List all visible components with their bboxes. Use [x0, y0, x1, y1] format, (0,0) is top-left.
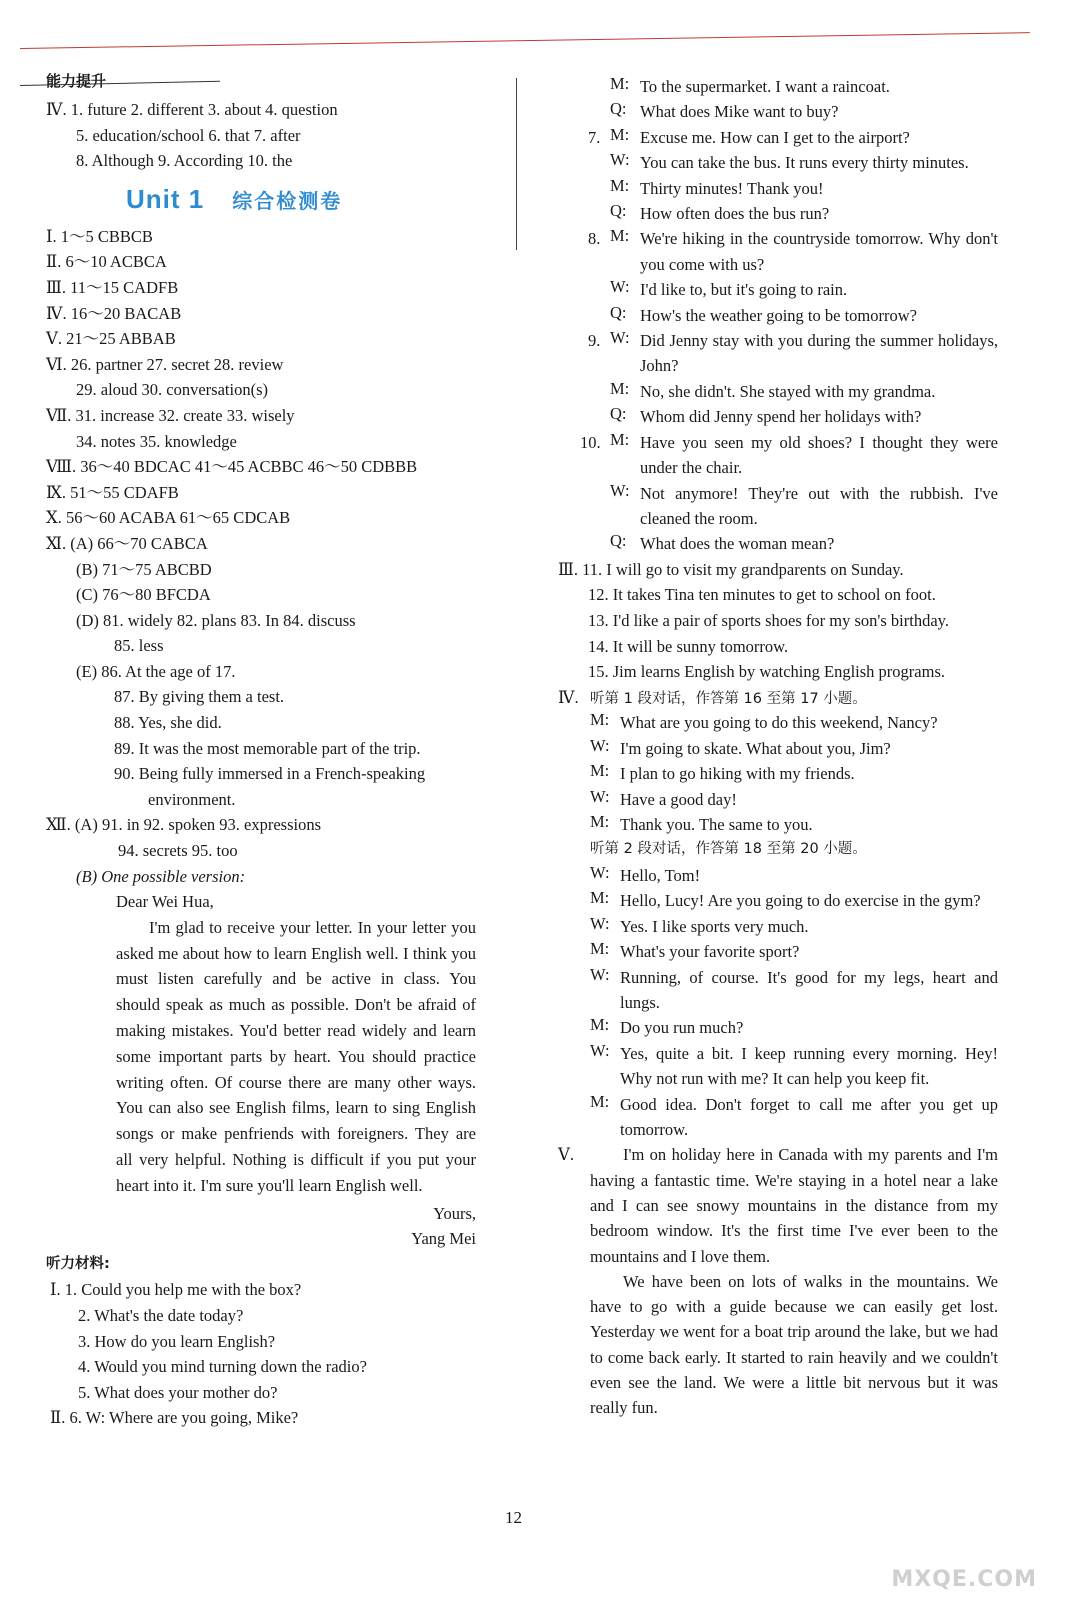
speaker: W: — [610, 328, 630, 348]
listening-line: Ⅱ. 6. W: Where are you going, Mike? — [50, 1408, 299, 1428]
speaker: M: — [610, 226, 630, 246]
page-number: 12 — [505, 1508, 522, 1527]
speaker: Q: — [610, 201, 627, 221]
dialog-block — [558, 430, 998, 557]
speaker: Q: — [610, 302, 627, 322]
utterance: To the supermarket. I want a raincoat. — [640, 77, 890, 96]
speaker: W: — [590, 964, 610, 984]
speaker: Q: — [610, 99, 627, 119]
listening-line: 2. What's the date today? — [78, 1305, 244, 1325]
answer-line: 88. Yes, she did. — [114, 713, 222, 733]
speaker: M: — [590, 811, 610, 831]
dialog-line — [610, 201, 998, 226]
dialog-line — [610, 481, 998, 532]
part-instruction: 听第 2 段对话，作答第 18 至第 20 小题。 — [590, 841, 867, 858]
utterance: You can take the bus. It runs every thirty minutes. — [640, 153, 969, 173]
utterance: Thirty minutes! Thank you! — [640, 178, 824, 198]
answer-line: (B) One possible version: — [76, 866, 246, 886]
dialog-line — [610, 99, 998, 124]
dialog-line — [610, 277, 998, 302]
speaker: M: — [610, 175, 630, 195]
essay-closing: Yours, — [433, 1203, 476, 1223]
listening-line: 15. Jim learns English by watching English programs. — [588, 662, 945, 682]
dialog-line — [610, 74, 998, 99]
dialog-line — [590, 1041, 998, 1092]
unit-title: Unit 1 — [126, 183, 205, 214]
question-number: 7. — [588, 127, 601, 147]
listening-line: 3. How do you learn English? — [78, 1331, 276, 1351]
listening-line: 13. I'd like a pair of sports shoes for my son's birthday. — [588, 610, 949, 630]
answer-line: Ⅳ. 16～20 BACAB — [46, 303, 182, 323]
utterance: I plan to go hiking with my friends. — [620, 764, 855, 784]
utterance: How often does the bus run? — [640, 204, 830, 224]
utterance: Excuse me. How can I get to the airport? — [640, 127, 910, 147]
speaker: W: — [590, 1040, 610, 1060]
speaker: M: — [610, 378, 630, 398]
utterance: We're hiking in the countryside tomorrow. Why don't you come with us? — [640, 229, 998, 274]
passage-paragraph: I'm on holiday here in Canada with my parents and I'm having a fantastic time. We're staying in a hotel near a lake and I can see snowy mountains in the distance from my bedroom window. It's the first time I've ever been to the mountains and I love them. — [590, 1145, 998, 1266]
listening-title: 听力材料: — [46, 1255, 110, 1272]
essay-signature: Yang Mei — [411, 1229, 476, 1249]
speaker: M: — [610, 74, 630, 93]
essay-greeting: Dear Wei Hua, — [116, 892, 214, 912]
dialog-line — [590, 1092, 998, 1143]
part-number: Ⅴ. — [558, 1145, 575, 1165]
dialog-line — [610, 404, 998, 429]
dialog-block — [558, 74, 998, 125]
dialog-line — [590, 787, 998, 812]
answer-line: environment. — [148, 789, 236, 809]
dialog-line — [610, 176, 998, 201]
essay-body: I'm glad to receive your letter. In your letter you asked me about how to learn English well. I think you must listen carefully and be active in class. You should speak as much as possible. Don't be afraid of making mistakes. You'd better read widely and learn some important parts by heart. You should practice writing often. Of course there are many other ways. You can also see English films, learn to sing English songs or make penfriends with foreigners. They are all very helpful. Nothing is difficult if you put your heart into it. I'm sure you'll learn English well. — [116, 917, 476, 1195]
answer-line: Ⅲ. 11～15 CADFB — [46, 277, 179, 297]
answer-line: Ⅸ. 51～55 CDAFB — [46, 482, 179, 502]
utterance: Yes, quite a bit. I keep running every morning. Hey! Why not run with me? It can help you keep fit. — [620, 1043, 998, 1089]
utterance: What's your favorite sport? — [620, 942, 800, 962]
dialog-line — [590, 1015, 998, 1040]
answer-line: (D) 81. widely 82. plans 83. In 84. discuss — [76, 610, 356, 630]
utterance: Did Jenny stay with you during the summer holidays, John? — [640, 331, 998, 376]
dialog-line — [610, 328, 998, 379]
answer-line: Ⅺ. (A) 66～70 CABCA — [46, 533, 208, 553]
speaker: W: — [610, 480, 630, 500]
listening-line: 4. Would you mind turning down the radio? — [78, 1357, 367, 1377]
speaker: Q: — [610, 531, 627, 551]
answer-line: 87. By giving them a test. — [114, 687, 285, 707]
part-instruction: 听第 1 段对话，作答第 16 至第 17 小题。 — [590, 690, 867, 707]
top-rule — [20, 32, 1030, 49]
utterance: What does the woman mean? — [640, 534, 835, 554]
listening-line: Ⅲ. 11. I will go to visit my grandparents on Sunday. — [558, 559, 904, 579]
speaker: M: — [590, 888, 610, 908]
dialog-line — [610, 531, 998, 556]
watermark-logo: MXQE.COM — [891, 1567, 1037, 1592]
speaker: W: — [590, 913, 610, 933]
answer-line: 94. secrets 95. too — [118, 841, 238, 861]
utterance: Running, of course. It's good for my legs, heart and lungs. — [620, 967, 998, 1012]
speaker: W: — [610, 150, 630, 170]
dialog-line — [590, 914, 998, 939]
answer-line: (C) 76～80 BFCDA — [76, 585, 211, 605]
answer-line: 89. It was the most memorable part of the trip. — [114, 738, 421, 758]
utterance: I'm going to skate. What about you, Jim? — [620, 738, 891, 758]
dialog-line — [590, 736, 998, 761]
dialog-line — [610, 125, 998, 150]
answer-line: 29. aloud 30. conversation(s) — [76, 380, 268, 400]
part-number: Ⅳ. — [558, 687, 579, 707]
utterance: I'd like to, but it's going to rain. — [640, 280, 848, 300]
question-number: 9. — [588, 331, 601, 351]
utterance: Hello, Tom! — [620, 865, 701, 885]
dialog-line — [610, 150, 998, 175]
answer-line: Ⅵ. 26. partner 27. secret 28. review — [46, 354, 284, 374]
utterance: Whom did Jenny spend her holidays with? — [640, 407, 922, 427]
speaker: M: — [590, 1091, 610, 1111]
utterance: What does Mike want to buy? — [640, 102, 839, 122]
speaker: W: — [590, 786, 610, 806]
listening-line: Ⅰ. 1. Could you help me with the box? — [50, 1280, 302, 1300]
unit-subtitle: 综合检测卷 — [232, 188, 343, 213]
utterance: Do you run much? — [620, 1018, 744, 1038]
utterance: Good idea. Don't forget to call me after you get up tomorrow. — [620, 1094, 998, 1139]
dialog-line — [590, 710, 998, 735]
column-divider — [516, 78, 517, 250]
dialog-block — [558, 710, 998, 1142]
answer-line: 8. Although 9. According 10. the — [76, 151, 293, 171]
speaker: M: — [590, 1015, 610, 1035]
dialog-line — [610, 226, 998, 277]
utterance: Hello, Lucy! Are you going to do exercise in the gym? — [620, 891, 981, 911]
section-label: 能力提升 — [46, 72, 107, 90]
utterance: How's the weather going to be tomorrow? — [640, 305, 917, 325]
answer-line: 5. education/school 6. that 7. after — [76, 125, 301, 145]
dialog-line — [590, 863, 998, 888]
speaker: M: — [610, 124, 630, 144]
speaker: W: — [590, 735, 610, 755]
utterance: Yes. I like sports very much. — [620, 916, 809, 936]
speaker: Q: — [610, 404, 627, 424]
utterance: No, she didn't. She stayed with my grandma. — [640, 381, 936, 401]
dialog-line — [610, 430, 998, 481]
dialog-line — [610, 379, 998, 404]
listening-line: 14. It will be sunny tomorrow. — [588, 636, 789, 656]
utterance: Thank you. The same to you. — [620, 814, 813, 834]
passage — [558, 1142, 998, 1420]
speaker: M: — [590, 710, 610, 730]
answer-line: Ⅳ. 1. future 2. different 3. about 4. question — [46, 100, 338, 119]
answer-line: Ⅰ. 1～5 CBBCB — [46, 226, 153, 246]
left-column — [46, 97, 486, 1431]
answer-line: Ⅱ. 6～10 ACBCA — [46, 252, 167, 272]
dialog-line — [590, 965, 998, 1016]
answer-line: (E) 86. At the age of 17. — [76, 661, 236, 681]
question-number: 8. — [588, 229, 601, 249]
right-column — [558, 74, 998, 1421]
dialog-line — [590, 888, 998, 913]
speaker: W: — [610, 277, 630, 297]
dialog-block — [558, 125, 998, 227]
answer-line: (B) 71～75 ABCBD — [76, 559, 212, 579]
speaker: M: — [610, 429, 630, 449]
dialog-block — [558, 226, 998, 328]
answer-line: Ⅶ. 31. increase 32. create 33. wisely — [46, 405, 295, 425]
dialog-line — [590, 939, 998, 964]
answer-line: Ⅻ. (A) 91. in 92. spoken 93. expressions — [46, 815, 322, 835]
answer-line: Ⅷ. 36～40 BDCAC 41～45 ACBBC 46～50 CDBBB — [46, 457, 418, 477]
answer-line: Ⅴ. 21～25 ABBAB — [46, 329, 176, 349]
utterance: Not anymore! They're out with the rubbish. I've cleaned the room. — [640, 483, 998, 528]
speaker: M: — [590, 939, 610, 959]
answer-line: 34. notes 35. knowledge — [76, 431, 237, 451]
answer-line: 90. Being fully immersed in a French-speaking — [114, 764, 426, 784]
speaker: W: — [590, 862, 610, 882]
utterance: Have a good day! — [620, 789, 737, 809]
dialog-line — [610, 303, 998, 328]
answer-line: Ⅹ. 56～60 ACABA 61～65 CDCAB — [46, 508, 291, 528]
speaker: M: — [590, 761, 610, 781]
unit-heading — [126, 174, 486, 224]
dialog-line — [590, 761, 998, 786]
listening-line: 5. What does your mother do? — [78, 1382, 278, 1402]
dialog-block — [558, 328, 998, 430]
answer-line: 85. less — [114, 636, 164, 656]
question-number: 10. — [580, 432, 601, 452]
utterance: What are you going to do this weekend, Nancy? — [620, 713, 938, 733]
sample-essay — [46, 889, 486, 1252]
listening-line: 12. It takes Tina ten minutes to get to school on foot. — [588, 585, 936, 605]
utterance: Have you seen my old shoes? I thought they were under the chair. — [640, 432, 998, 478]
dialog-line — [590, 812, 998, 837]
part-heading — [558, 685, 998, 711]
passage-paragraph: We have been on lots of walks in the mountains. We have to go with a guide because we can easily get lost. Yesterday we went for a boat trip around the lake, but we had to come back early. It started to rain heavily and we couldn't even see the land. We were a little bit nervous but it was really fun. — [590, 1271, 998, 1418]
